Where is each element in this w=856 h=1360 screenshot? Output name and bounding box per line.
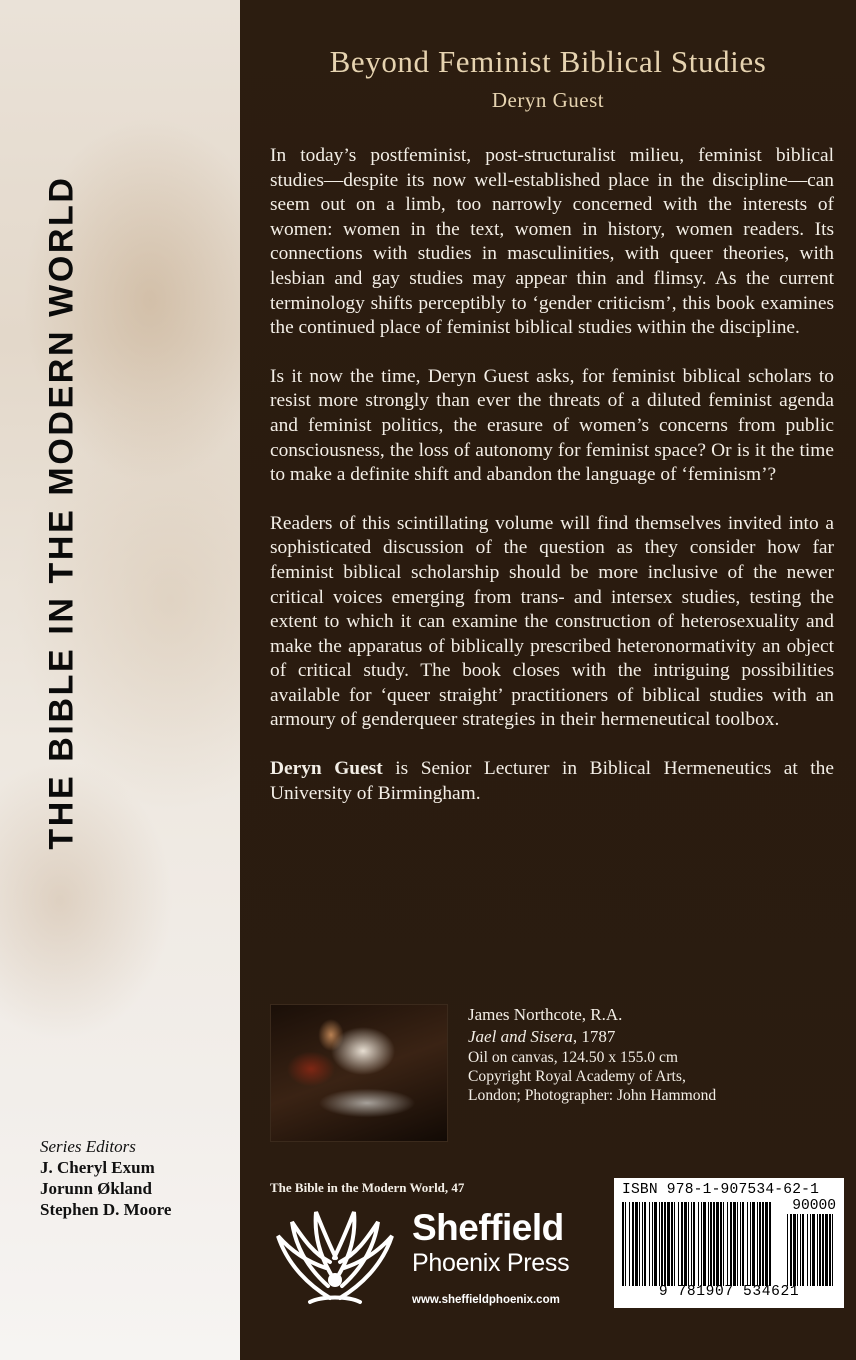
publisher-name-line2: Phoenix Press bbox=[412, 1249, 570, 1277]
barcode-addon-bar bbox=[802, 1214, 804, 1286]
barcode-bar bbox=[661, 1202, 663, 1286]
barcode-bar bbox=[652, 1202, 653, 1286]
spine-title-wrap bbox=[42, 42, 82, 982]
barcode-bar bbox=[659, 1202, 660, 1286]
barcode-bar bbox=[713, 1202, 715, 1286]
publisher-name bbox=[412, 1208, 592, 1306]
author-bio-name: Deryn Guest bbox=[270, 758, 383, 780]
barcode-bar bbox=[678, 1202, 679, 1286]
barcode-bar bbox=[681, 1202, 683, 1286]
barcode-bar bbox=[629, 1202, 630, 1286]
barcode-bar bbox=[737, 1202, 738, 1286]
barcode-bar bbox=[674, 1202, 675, 1286]
series-editor-name: Jorunn Økland bbox=[40, 1179, 152, 1198]
barcode-addon-bar bbox=[832, 1214, 833, 1286]
barcode-bar bbox=[625, 1202, 626, 1286]
cover-art-artist: James Northcote, R.A. bbox=[468, 1005, 623, 1024]
barcode-bar bbox=[727, 1202, 728, 1286]
cover-art-caption bbox=[468, 1004, 848, 1106]
barcode-addon-bar bbox=[817, 1214, 818, 1286]
barcode-bar bbox=[654, 1202, 657, 1286]
barcode-bar bbox=[710, 1202, 712, 1286]
barcode-bar bbox=[747, 1202, 748, 1286]
barcode-bar bbox=[639, 1202, 640, 1286]
barcode-bar bbox=[708, 1202, 709, 1286]
barcode-addon-bar bbox=[790, 1214, 792, 1286]
barcode-bars bbox=[622, 1202, 836, 1286]
barcode-addon-bar bbox=[797, 1214, 798, 1286]
barcode-bar bbox=[733, 1202, 736, 1286]
barcode-digits: 9 781907 534621 bbox=[658, 1284, 800, 1300]
isbn-barcode bbox=[614, 1178, 844, 1308]
cover-painting-thumbnail bbox=[270, 1004, 448, 1142]
barcode-bar bbox=[769, 1202, 771, 1286]
book-author: Deryn Guest bbox=[491, 88, 605, 112]
cover-art-title-line bbox=[468, 1026, 848, 1048]
cover-art-year: , 1787 bbox=[572, 1027, 616, 1046]
spine-panel bbox=[0, 0, 240, 1360]
barcode-addon-bar bbox=[829, 1214, 831, 1286]
barcode-addon: 90000 bbox=[792, 1198, 836, 1214]
book-title: Beyond Feminist Biblical Studies bbox=[329, 44, 767, 79]
barcode-bar bbox=[698, 1202, 699, 1286]
barcode-addon-bar bbox=[825, 1214, 828, 1286]
barcode-addon-bar bbox=[810, 1214, 811, 1286]
barcode-addon-bar bbox=[793, 1214, 796, 1286]
phoenix-logo-icon bbox=[270, 1206, 400, 1310]
barcode-bar bbox=[667, 1202, 670, 1286]
publisher-url: www.sheffieldphoenix.com bbox=[412, 1294, 560, 1306]
barcode-bar bbox=[740, 1202, 741, 1286]
series-editors-label: Series Editors bbox=[40, 1137, 136, 1156]
barcode-bar bbox=[664, 1202, 666, 1286]
barcode-addon-bar bbox=[800, 1214, 801, 1286]
barcode-addon-bar bbox=[822, 1214, 824, 1286]
blurb bbox=[270, 144, 834, 830]
barcode-bar bbox=[691, 1202, 692, 1286]
blurb-paragraph: Is it now the time, Deryn Guest asks, for feminist biblical scholars to resist more strongly than ever the threats of a diluted feminist agenda and feminist politics, the erasure of women’s concerns from public consciousness, the loss of autonomy for feminist space? Or is it the time to make a definite shift and abandon the language of ‘feminism’? bbox=[270, 365, 834, 486]
barcode-bar bbox=[644, 1202, 646, 1286]
barcode-bar bbox=[742, 1202, 744, 1286]
barcode-bar bbox=[688, 1202, 689, 1286]
cover-art-medium: Oil on canvas, 124.50 x 155.0 cm bbox=[468, 1049, 679, 1066]
barcode-bar bbox=[762, 1202, 764, 1286]
barcode-bar bbox=[642, 1202, 643, 1286]
series-title-vertical: THE BIBLE IN THE MODERN WORLD bbox=[42, 174, 81, 850]
barcode-bar bbox=[671, 1202, 673, 1286]
barcode-bar bbox=[716, 1202, 719, 1286]
barcode-addon-bar bbox=[787, 1214, 788, 1286]
author-bio-text: is Senior Lecturer in Biblical Hermeneutics at the University of Birmingham. bbox=[270, 758, 834, 804]
barcode-bar bbox=[720, 1202, 722, 1286]
barcode-addon-bar bbox=[807, 1214, 808, 1286]
series-editor-name: J. Cheryl Exum bbox=[40, 1158, 155, 1177]
barcode-bar bbox=[703, 1202, 706, 1286]
barcode-bar bbox=[752, 1202, 755, 1286]
author-bio bbox=[270, 757, 834, 806]
barcode-bar bbox=[750, 1202, 751, 1286]
series-editors bbox=[40, 1136, 171, 1220]
series-volume-line: The Bible in the Modern World, 47 bbox=[270, 1180, 465, 1195]
barcode-bar bbox=[649, 1202, 650, 1286]
cover-art-copyright: London; Photographer: John Hammond bbox=[468, 1087, 717, 1105]
cover-art-work-title: Jael and Sisera bbox=[468, 1027, 573, 1046]
barcode-bar bbox=[759, 1202, 761, 1286]
barcode-addon-bar bbox=[812, 1214, 815, 1286]
back-cover-panel bbox=[240, 0, 856, 1360]
blurb-paragraph: In today’s postfeminist, post-structuralist milieu, feminist biblical studies—despite its now well-established place in the discipline—can seem out on a limb, too narrowly concerned with the interests of women: women in the text, women in history, women readers. Its connections with studies in masculinities, with queer theories, with lesbian and gay studies may appear thin and flimsy. As the current terminology shifts perceptibly to ‘gender criticism’, this book examines the continued place of feminist biblical studies within the discipline. bbox=[270, 145, 834, 339]
barcode-bar bbox=[635, 1202, 638, 1286]
barcode-bar bbox=[765, 1202, 768, 1286]
blurb-paragraph: Readers of this scintillating volume will find themselves invited into a sophisticated discussion of the question as they consider how far feminist biblical scholarship should be more inclusive of the newer critical voices emerging from trans- and intersex studies, testing the extent to which it can examine the construction of heterosexuality and make the apparatus of biblically prescribed heteronormativity an object of critical study. The book closes with the intriguing possibilities available for ‘queer straight’ practitioners of biblical studies with an armoury of genderqueer strategies in their hermeneutical toolbox. bbox=[270, 512, 834, 731]
barcode-bar bbox=[622, 1202, 624, 1286]
barcode-addon-bar bbox=[819, 1214, 821, 1286]
publisher-name-line1: Sheffield bbox=[412, 1207, 564, 1248]
barcode-bar bbox=[701, 1202, 702, 1286]
series-editor-name: Stephen D. Moore bbox=[40, 1200, 172, 1219]
barcode-bar bbox=[730, 1202, 732, 1286]
barcode-bar bbox=[693, 1202, 695, 1286]
cover-art-copyright: Copyright Royal Academy of Arts, bbox=[468, 1068, 686, 1086]
barcode-bar bbox=[632, 1202, 634, 1286]
barcode-bar bbox=[684, 1202, 687, 1286]
barcode-bar bbox=[757, 1202, 758, 1286]
barcode-bar bbox=[723, 1202, 724, 1286]
isbn-text: ISBN 978-1-907534-62-1 bbox=[622, 1182, 820, 1198]
